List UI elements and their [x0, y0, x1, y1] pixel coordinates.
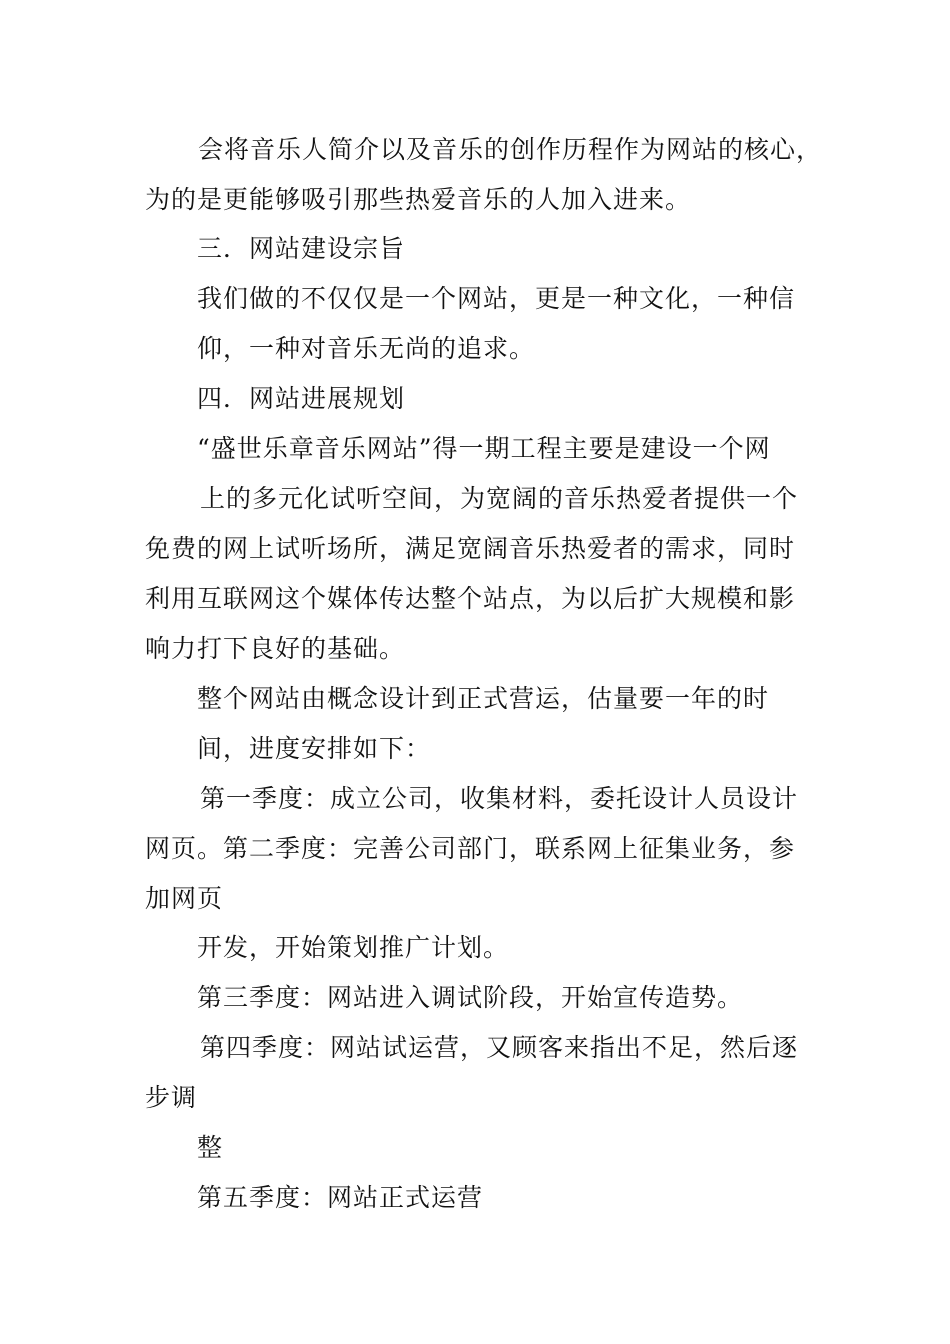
text-line: 我们做的不仅仅是一个网站，更是一种文化，一种信 — [197, 284, 796, 313]
text-line: 利用互联网这个媒体传达整个站点，为以后扩大规模和影 — [145, 584, 796, 613]
section-heading: 四．网站进展规划 — [197, 384, 406, 413]
text-line: 第三季度：网站进入调试阶段，开始宣传造势。 — [197, 983, 744, 1012]
text-line: 开发，开始策划推广计划。 — [197, 933, 510, 962]
text-line: 步调 — [145, 1083, 198, 1112]
text-line: 整个网站由概念设计到正式营运，估量要一年的时 — [197, 684, 770, 713]
text-line: 网页。第二季度：完善公司部门，联系网上征集业务，参 — [145, 834, 796, 863]
text-line: 仰，一种对音乐无尚的追求。 — [197, 334, 536, 363]
text-line: 为的是更能够吸引那些热爱音乐的人加入进来。 — [145, 185, 692, 214]
text-line: 第五季度：网站正式运营 — [197, 1183, 484, 1212]
section-heading: 三．网站建设宗旨 — [197, 234, 406, 263]
text-line: “盛世乐章音乐网站”得一期工程主要是建设一个网 — [197, 434, 771, 463]
text-line: 免费的网上试听场所，满足宽阔音乐热爱者的需求，同时 — [145, 534, 796, 563]
text-line: 间，进度安排如下： — [197, 734, 432, 763]
text-line: 第一季度：成立公司，收集材料，委托设计人员设计 — [200, 784, 799, 813]
text-line: 加网页 — [145, 884, 224, 913]
text-line: 上的多元化试听空间，为宽阔的音乐热爱者提供一个 — [200, 484, 799, 513]
text-line: 整 — [197, 1133, 224, 1162]
text-line: 响力打下良好的基础。 — [145, 634, 406, 663]
text-line: 会将音乐人简介以及音乐的创作历程作为网站的核心， — [198, 135, 823, 164]
text-line: 第四季度：网站试运营，又顾客来指出不足，然后逐 — [200, 1033, 799, 1062]
